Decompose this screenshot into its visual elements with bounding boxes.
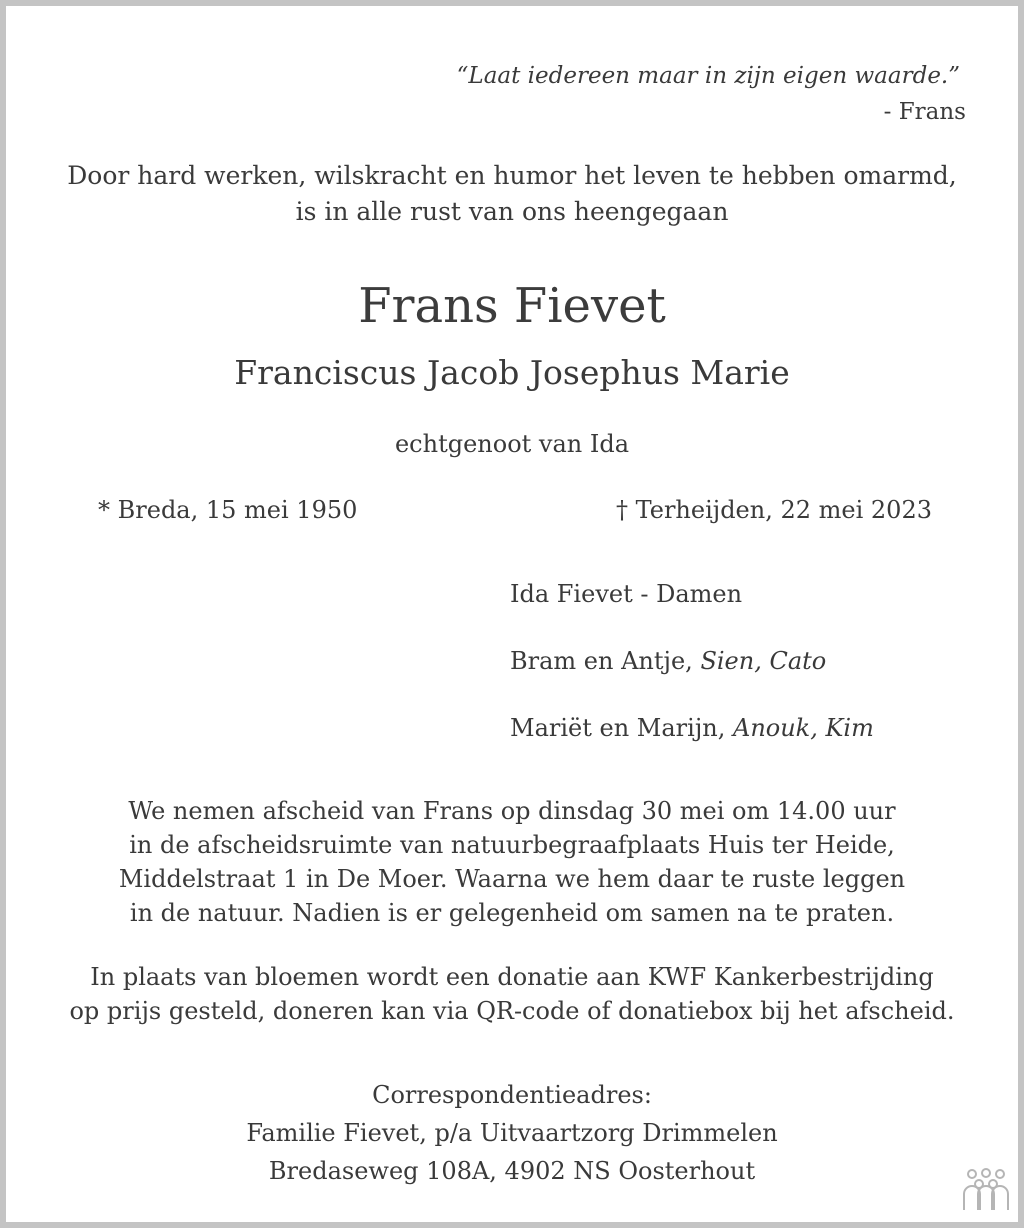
donation-text [6,960,1018,1028]
quote-text: “Laat iedereen maar in zijn eigen waarde.” [456,63,960,89]
farewell-line: in de afscheidsruimte van natuurbegraafplaats Huis ter Heide, [129,831,895,859]
death-info: † Terheijden, 22 mei 2023 [615,496,932,524]
family-children: Anouk, Kim [732,714,874,742]
correspondence-line: Familie Fievet, p/a Uitvaartzorg Drimmelen [246,1119,778,1147]
farewell-line: Middelstraat 1 in De Moer. Waarna we hem daar te ruste leggen [118,865,906,893]
people-group-logo-icon [960,1168,1012,1212]
correspondence-line: Correspondentieadres: [372,1081,652,1109]
farewell-line: in de natuur. Nadien is er gelegenheid om samen na te praten. [129,899,895,927]
donation-line: In plaats van bloemen wordt een donatie aan KWF Kankerbestrijding [90,963,934,991]
farewell-text [6,794,1018,930]
correspondence-address [6,1076,1018,1190]
deceased-relation: echtgenoot van Ida [394,430,630,458]
family-names: Mariët en Marijn, [510,714,733,742]
birth-info: * Breda, 15 mei 1950 [98,496,358,524]
family-member [510,710,874,746]
correspondence-line: Bredaseweg 108A, 4902 NS Oosterhout [268,1157,756,1185]
family-names: Bram en Antje, [510,647,701,675]
family-children: Sien, Cato [700,647,827,675]
family-member [510,643,826,679]
intro-text [6,158,1018,230]
donation-line: op prijs gesteld, doneren kan via QR-code of donatiebox bij het afscheid. [69,997,955,1025]
family-names: Ida Fievet - Damen [510,580,743,608]
deceased-full-name: Franciscus Jacob Josephus Marie [234,353,790,392]
quote-author: - Frans [883,99,966,125]
farewell-line: We nemen afscheid van Frans op dinsdag 30 mei om 14.00 uur [128,797,896,825]
deceased-name: Frans Fievet [358,278,666,334]
intro-line: Door hard werken, wilskracht en humor het leven te hebben omarmd, [67,161,957,190]
intro-line: is in alle rust van ons heengegaan [295,197,729,226]
family-member [510,576,742,612]
